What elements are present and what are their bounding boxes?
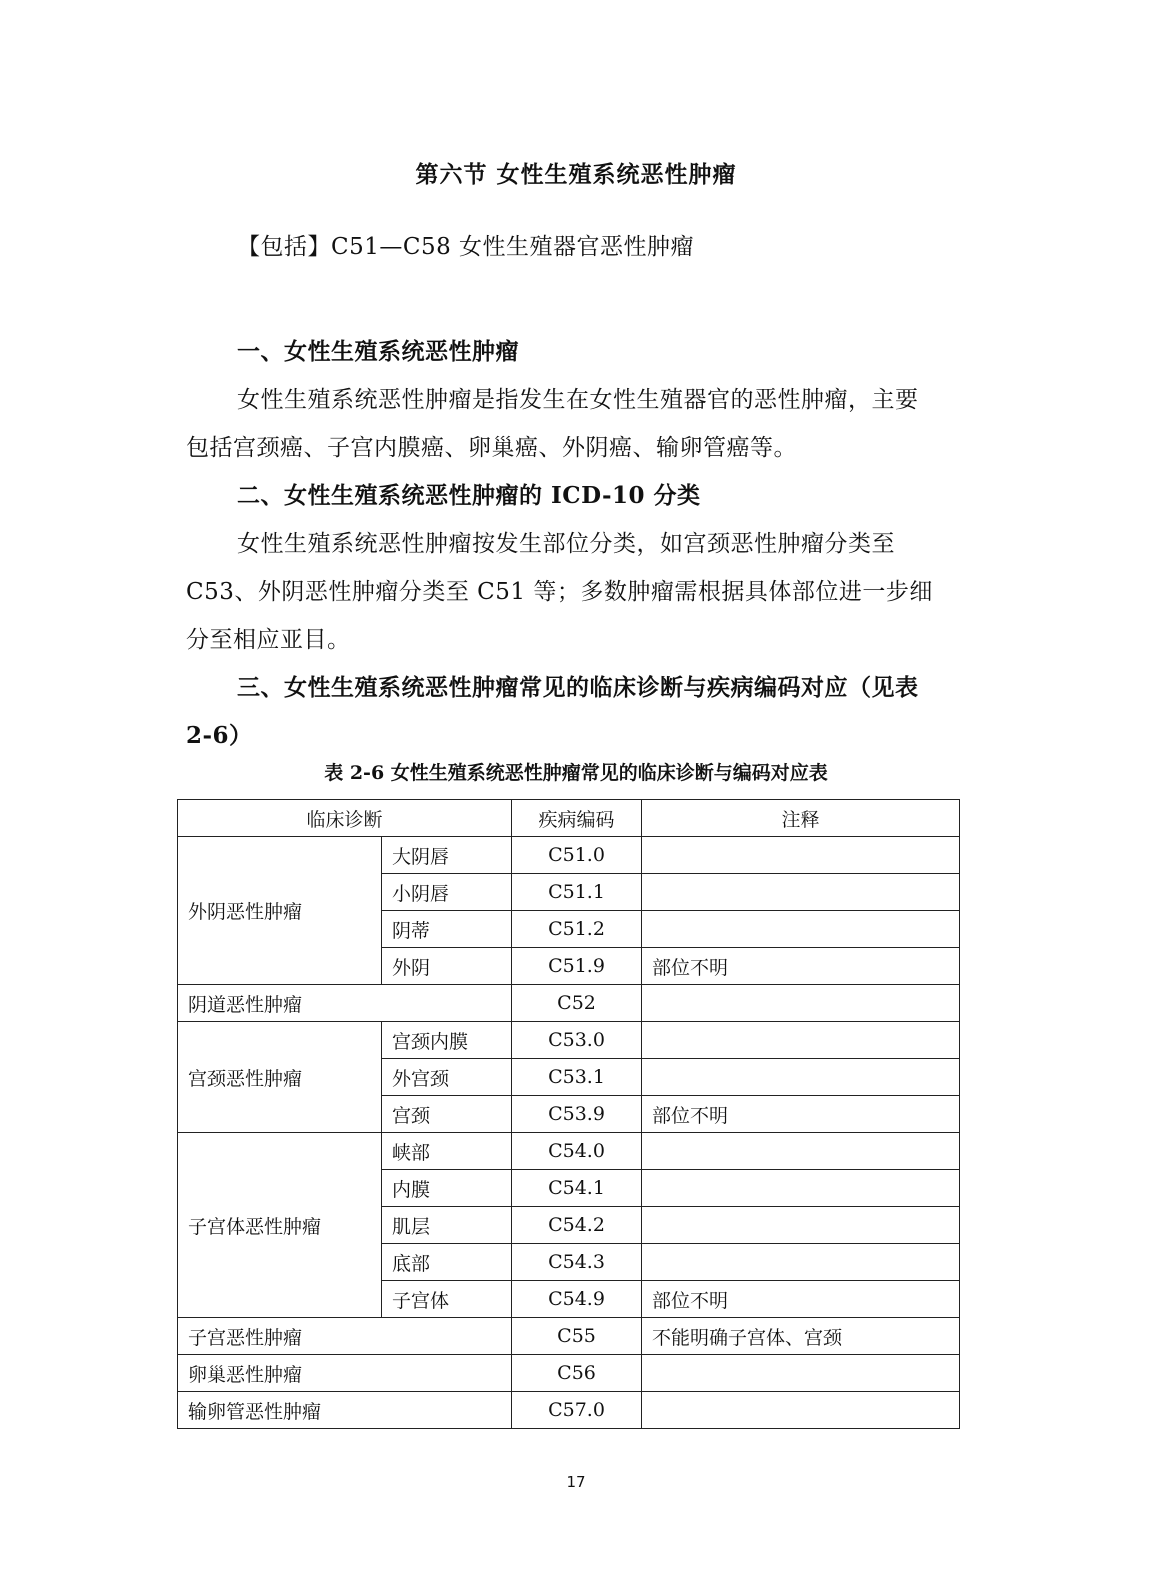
paragraph-1-line-2: 包括宫颈癌、子宫内膜癌、卵巢癌、外阴癌、输卵管癌等。: [186, 435, 797, 461]
site-cell: 肌层: [382, 1207, 512, 1244]
diagnosis-code-table: [177, 799, 960, 1429]
code-cell: C51.0: [512, 837, 642, 874]
heading-1: 一、女性生殖系统恶性肿瘤: [237, 338, 519, 365]
group-name: 卵巢恶性肿瘤: [178, 1355, 512, 1392]
group-name: 子宫恶性肿瘤: [178, 1318, 512, 1355]
note-cell: [642, 1170, 960, 1207]
note-cell: [642, 1355, 960, 1392]
table-row: [178, 837, 960, 874]
code-cell: C54.0: [512, 1133, 642, 1170]
code-cell: C52: [512, 985, 642, 1022]
header-clinical-diagnosis: 临床诊断: [178, 800, 512, 837]
heading-2: 二、女性生殖系统恶性肿瘤的 ICD-10 分类: [237, 482, 701, 509]
header-disease-code: 疾病编码: [512, 800, 642, 837]
note-cell: [642, 911, 960, 948]
group-name: 子宫体恶性肿瘤: [178, 1133, 382, 1318]
code-cell: C51.1: [512, 874, 642, 911]
note-cell: [642, 874, 960, 911]
site-cell: 大阴唇: [382, 837, 512, 874]
site-cell: 峡部: [382, 1133, 512, 1170]
note-cell: 部位不明: [642, 948, 960, 985]
site-cell: 底部: [382, 1244, 512, 1281]
table-row: [178, 1392, 960, 1429]
note-cell: 不能明确子宫体、宫颈: [642, 1318, 960, 1355]
site-cell: 外阴: [382, 948, 512, 985]
paragraph-2-line-3: 分至相应亚目。: [186, 627, 351, 653]
table-row: [178, 1318, 960, 1355]
group-name: 外阴恶性肿瘤: [178, 837, 382, 985]
code-cell: C51.2: [512, 911, 642, 948]
site-cell: 阴蒂: [382, 911, 512, 948]
paragraph-2-line-1: 女性生殖系统恶性肿瘤按发生部位分类，如宫颈恶性肿瘤分类至: [237, 531, 895, 557]
note-cell: [642, 985, 960, 1022]
note-cell: [642, 1059, 960, 1096]
table-row: [178, 985, 960, 1022]
code-cell: C54.9: [512, 1281, 642, 1318]
include-line: 【包括】C51—C58 女性生殖器官恶性肿瘤: [237, 234, 695, 260]
code-cell: C54.3: [512, 1244, 642, 1281]
table-row: [178, 1355, 960, 1392]
page-number: 17: [566, 1473, 586, 1491]
site-cell: 宫颈内膜: [382, 1022, 512, 1059]
note-cell: [642, 1022, 960, 1059]
site-cell: 小阴唇: [382, 874, 512, 911]
paragraph-1-line-1: 女性生殖系统恶性肿瘤是指发生在女性生殖器官的恶性肿瘤，主要: [237, 387, 919, 413]
note-cell: [642, 1244, 960, 1281]
header-note: 注释: [642, 800, 960, 837]
group-name: 输卵管恶性肿瘤: [178, 1392, 512, 1429]
table-row: [178, 1022, 960, 1059]
note-cell: 部位不明: [642, 1281, 960, 1318]
paragraph-2-line-2: C53、外阴恶性肿瘤分类至 C51 等；多数肿瘤需根据具体部位进一步细: [186, 579, 933, 605]
code-cell: C54.2: [512, 1207, 642, 1244]
heading-3-line-1: 三、女性生殖系统恶性肿瘤常见的临床诊断与疾病编码对应（见表: [237, 674, 919, 701]
note-cell: [642, 1392, 960, 1429]
site-cell: 宫颈: [382, 1096, 512, 1133]
code-cell: C51.9: [512, 948, 642, 985]
group-name: 阴道恶性肿瘤: [178, 985, 512, 1022]
note-cell: [642, 1207, 960, 1244]
code-cell: C53.9: [512, 1096, 642, 1133]
note-cell: 部位不明: [642, 1096, 960, 1133]
code-cell: C53.1: [512, 1059, 642, 1096]
table-header-row: [178, 800, 960, 837]
table-row: [178, 1133, 960, 1170]
note-cell: [642, 837, 960, 874]
code-cell: C53.0: [512, 1022, 642, 1059]
code-cell: C54.1: [512, 1170, 642, 1207]
site-cell: 外宫颈: [382, 1059, 512, 1096]
site-cell: 内膜: [382, 1170, 512, 1207]
code-cell: C56: [512, 1355, 642, 1392]
site-cell: 子宫体: [382, 1281, 512, 1318]
heading-3-line-2: 2-6）: [186, 722, 253, 749]
section-title: 第六节 女性生殖系统恶性肿瘤: [415, 161, 737, 188]
note-cell: [642, 1133, 960, 1170]
code-cell: C57.0: [512, 1392, 642, 1429]
table-caption: 表 2-6 女性生殖系统恶性肿瘤常见的临床诊断与编码对应表: [324, 762, 828, 784]
code-cell: C55: [512, 1318, 642, 1355]
group-name: 宫颈恶性肿瘤: [178, 1022, 382, 1133]
